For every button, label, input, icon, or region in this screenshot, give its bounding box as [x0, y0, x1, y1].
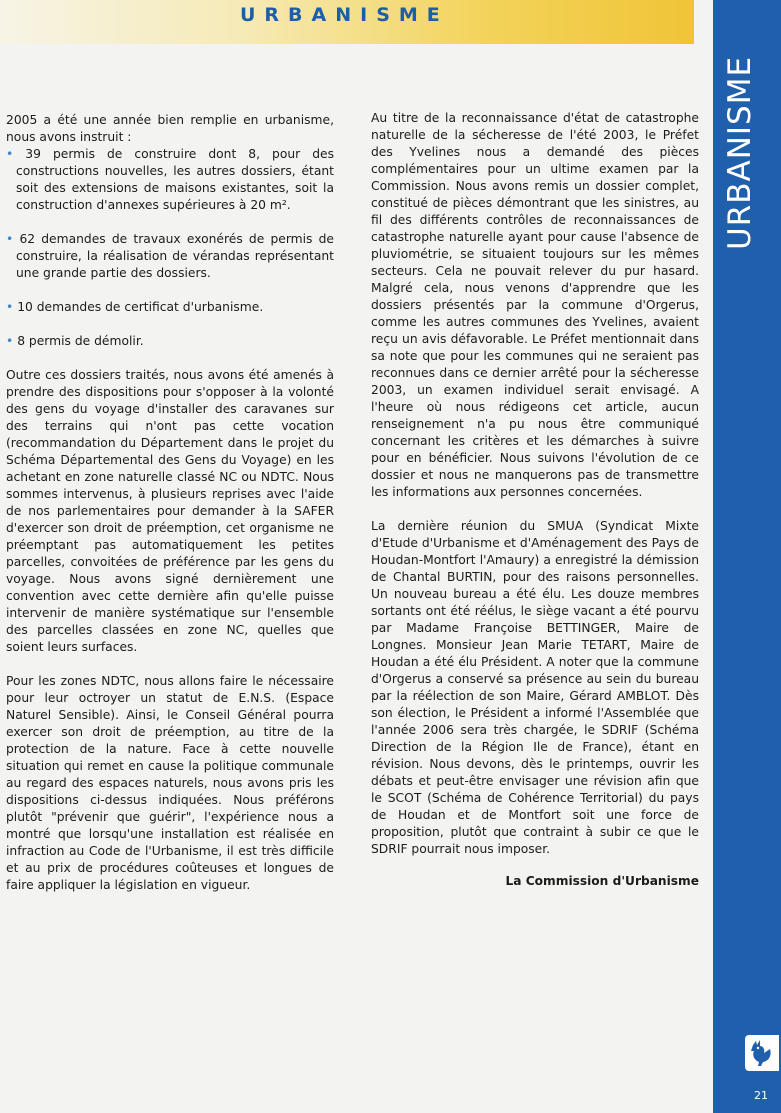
body-paragraph: Au titre de la reconnaissance d'état de catastrophe naturelle de la sécheresse de l'été 2003, le Préfet des Yvelines nous a demandé des pièces complémentaires pour un ultime examen par la Commission. Nous avons remis un dossier complet, constitué de pièces démontrant que les sinistres, au fil des différents contrôles de reconnaissances de catastrophe naturelle ayant pour cause l'absence de pluviométrie, se situaient toujours sur les mêmes secteurs. Cela ne pouvait relever du pur hasard. Malgré cela, nous venons d'apprendre que les dossiers présentés par la commune d'Orgerus, comme les autres communes des Yvelines, avaient reçu un avis défavorable. Le Préfet mentionnait dans sa note que pour les communes qui ne seraient pas reconnues dans ce dernier arrêté pour la sécheresse 2003, un examen individuel serait envisagé. A l'heure où nous rédigeons cet article, aucun renseignement n'a pu nous être communiqué concernant les critères et les démarches à suivre pour en bénéficier. Nous suivons l'évolution de ce dossier et nous ne manquerons pas de transmettre les informations aux personnes concernées. [371, 111, 699, 499]
list-item [6, 146, 334, 214]
list-item [6, 231, 334, 282]
list-item-text: 39 permis de construire dont 8, pour des constructions nouvelles, les autres dossiers, étant soit des extensions de maisons existantes, soit la construction d'annexes supérieures à 20 m². [16, 147, 334, 212]
list-item-text: 10 demandes de certificat d'urbanisme. [17, 300, 264, 314]
right-column [371, 110, 699, 890]
body-paragraph: Pour les zones NDTC, nous allons faire le nécessaire pour leur octroyer un statut de E.N.S. (Espace Naturel Sensible). Ainsi, le Conseil Général pourra exercer son droit de préemption, au titre de la protection de la nature. Face à cette nouvelle situation qui remet en cause la politique communale au regard des espaces naturels, nous avons pris les dispositions ci-dessus indiquées. Nous préférons plutôt "prévenir que guérir", l'expérience nous a montré que lorsqu'une installation est réalisée en infraction au Code de l'Urbanisme, il est très difficile et au prix de procédures coûteuses et longues de faire appliquer la législation en vigueur. [6, 674, 334, 892]
intro-paragraph: 2005 a été une année bien remplie en urbanisme, nous avons instruit : [6, 113, 334, 144]
rooster-logo-icon [745, 1035, 779, 1071]
list-item [6, 299, 334, 316]
sidebar-label: URBANISME [722, 55, 758, 250]
bullet-icon: • [6, 300, 14, 314]
bullet-icon: • [6, 334, 14, 348]
list-item-text: 8 permis de démolir. [17, 334, 144, 348]
body-paragraph: Outre ces dossiers traités, nous avons été amenés à prendre des dispositions pour s'opposer à la volonté des gens du voyage d'installer des caravanes sur des terrains qui n'ont pas cette vocation (recommandation du Département dans le projet du Schéma Départemental des Gens du Voyage) en les achetant en zone naturelle classé NC ou NDTC. Nous sommes intervenus, à plusieurs reprises avec l'aide de nos parlementaires pour demander à la SAFER d'exercer son droit de préemption, cet organisme ne préemptant pas automatiquement les petites parcelles, convoitées de préférence par les gens du voyage. Nous avons signé dernièrement une convention avec cette dernière afin qu'elle puisse intervenir de manière systématique sur l'ensemble des parcelles classées en zone NC, quelles que soient leurs surfaces. [6, 368, 334, 654]
page-number: 21 [754, 1089, 768, 1102]
signature: La Commission d'Urbanisme [505, 874, 699, 888]
bullet-icon: • [6, 232, 14, 246]
bullet-icon: • [6, 147, 14, 161]
list-item-text: 62 demandes de travaux exonérés de permis de construire, la réalisation de vérandas représentant une grande partie des dossiers. [16, 232, 334, 280]
list-item [6, 333, 334, 350]
body-paragraph: La dernière réunion du SMUA (Syndicat Mixte d'Etude d'Urbanisme et d'Aménagement des Pays de Houdan-Montfort l'Amaury) a enregistré la démission de Chantal BURTIN, pour des raisons personnelles. Un nouveau bureau a été élu. Les douze membres sortants ont été réélus, le siège vacant a été pourvu par Madame Françoise BETTINGER, Maire de Longnes. Monsieur Jean Marie TETART, Maire de Houdan a été élu Président. A noter que la commune d'Orgerus a conservé sa présence au sein du bureau par la réélection de son Maire, Gérard AMBLOT. Dès son élection, le Président a informé l'Assemblée que l'année 2006 sera très chargée, le SDRIF (Schéma Direction de la Région Ile de France), étant en révision. Nous devons, dès le printemps, ouvrir les débats et peut-être envisager une révision afin que le SCOT (Schéma de Cohérence Territorial) du pays de Houdan et de Montfort soit une force de proposition, plutôt que contraint à subir ce que le SDRIF pourrait nous imposer. [371, 519, 699, 856]
page-title: URBANISME [240, 4, 449, 26]
left-column [6, 112, 334, 894]
